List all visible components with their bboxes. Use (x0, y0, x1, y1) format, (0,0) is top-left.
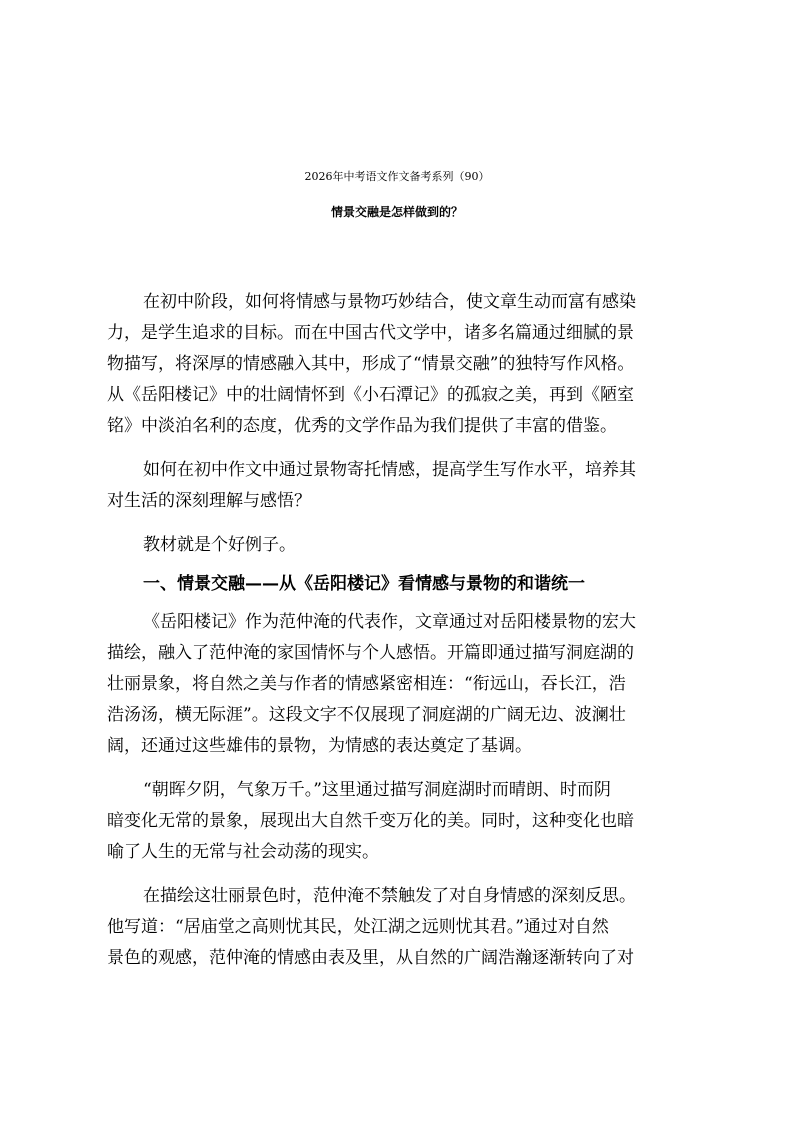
document-title-series: 2026年中考语文作文备考系列（90） (304, 170, 490, 183)
paragraph-line: 壮丽景象，将自然之美与作者的情感紧密相连：“衔远山，吞长江，浩 (107, 674, 626, 694)
paragraph-line: 在描绘这壮丽景色时，范仲淹不禁触发了对自身情感的深刻反思。 (143, 886, 636, 906)
paragraph-line: 《岳阳楼记》作为范仲淹的代表作，文章通过对岳阳楼景物的宏大 (143, 612, 636, 632)
paragraph-line: 物描写，将深厚的情感融入其中，形成了“情景交融”的独特写作风格。 (107, 354, 635, 374)
paragraph-line: “朝晖夕阴，气象万千。”这里通过描写洞庭湖时而晴朗、时而阴 (143, 780, 611, 800)
paragraph-line: 对生活的深刻理解与感悟？ (107, 491, 311, 511)
paragraph-line: 阔，还通过这些雄伟的景物，为情感的表达奠定了基调。 (107, 736, 532, 756)
paragraph-line: 喻了人生的无常与社会动荡的现实。 (107, 842, 379, 862)
paragraph-line: 在初中阶段，如何将情感与景物巧妙结合，使文章生动而富有感染 (143, 292, 636, 312)
paragraph-line: 力，是学生追求的目标。而在中国古代文学中，诸多名篇通过细腻的景 (107, 323, 634, 343)
paragraph-line: 浩汤汤，横无际涯”。这段文字不仅展现了洞庭湖的广阔无边、波澜壮 (107, 705, 626, 725)
section-heading: 一、情景交融——从《岳阳楼记》看情感与景物的和谐统一 (143, 574, 585, 594)
paragraph-line: 教材就是个好例子。 (143, 535, 296, 555)
paragraph-line: 如何在初中作文中通过景物寄托情感，提高学生写作水平，培养其 (143, 460, 636, 480)
document-title-main: 情景交融是怎样做到的？ (330, 205, 463, 219)
paragraph-line: 描绘，融入了范仲淹的家国情怀与个人感悟。开篇即通过描写洞庭湖的 (107, 643, 634, 663)
paragraph-line: 铭》中淡泊名利的态度，优秀的文学作品为我们提供了丰富的借鉴。 (107, 416, 617, 436)
paragraph-line: 从《岳阳楼记》中的壮阔情怀到《小石潭记》的孤寂之美，再到《陋室 (107, 385, 634, 405)
paragraph-line: 暗变化无常的景象，展现出大自然千变万化的美。同时，这种变化也暗 (107, 811, 634, 831)
paragraph-line: 景色的观感，范仲淹的情感由表及里，从自然的广阔浩瀚逐渐转向了对 (107, 948, 634, 968)
paragraph-line: 他写道：“居庙堂之高则忧其民，处江湖之远则忧其君。”通过对自然 (107, 917, 609, 937)
